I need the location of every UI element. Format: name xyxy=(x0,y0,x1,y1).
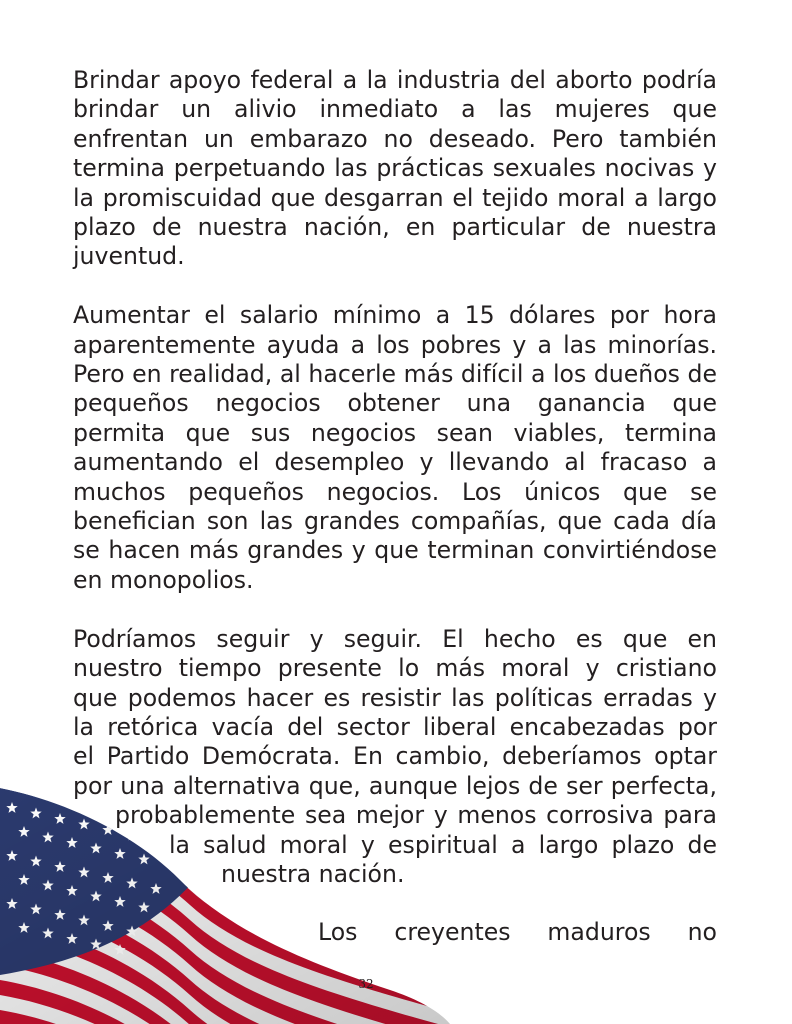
paragraph-3-line: nuestra nación. xyxy=(221,859,405,888)
paragraph-3-line: la retórica vacía del sector liberal encabezadas por xyxy=(73,712,717,741)
paragraph-3-line: el Partido Demócrata. En cambio, deberíamos optar xyxy=(73,742,717,771)
paragraph-3-line: que podemos hacer es resistir las políticas erradas y xyxy=(73,683,717,712)
page-number: 32 xyxy=(358,977,374,991)
paragraph-3-line: la salud moral y espiritual a largo plazo de xyxy=(169,830,717,859)
paragraph-2: Aumentar el salario mínimo a 15 dólares por hora aparentemente ayuda a los pobres y a las minorías. Pero en realidad, al hacerle más difícil a los dueños de pequeños negocios obtener una ganancia que permita que sus negocios sean viables, termina aumentando el desempleo y llevando al fracaso a muchos pequeños negocios. Los únicos que se benefician son las grandes compañías, que cada día se hacen más grandes y que terminan convirtiéndose en monopolios. xyxy=(73,301,717,594)
paragraph-3-line: Podríamos seguir y seguir. El hecho es que en xyxy=(73,624,717,653)
paragraph-3-line: por una alternativa que, aunque lejos de ser perfecta, xyxy=(73,771,717,800)
paragraph-3-line: probablemente sea mejor y menos corrosiva para xyxy=(115,801,717,830)
paragraph-3 xyxy=(73,625,717,890)
closing-fragment: Los creyentes maduros no xyxy=(318,918,717,946)
page-body xyxy=(73,66,717,889)
paragraph-3-line: nuestro tiempo presente lo más moral y cristiano xyxy=(73,654,717,683)
paragraph-1: Brindar apoyo federal a la industria del aborto podría brindar un alivio inmediato a las mujeres que enfrentan un embarazo no deseado. Pero también termina perpetuando las prácticas sexuales nocivas y la promiscuidad que desgarran el tejido moral a largo plazo de nuestra nación, en particular de nuestra juventud. xyxy=(73,66,717,271)
